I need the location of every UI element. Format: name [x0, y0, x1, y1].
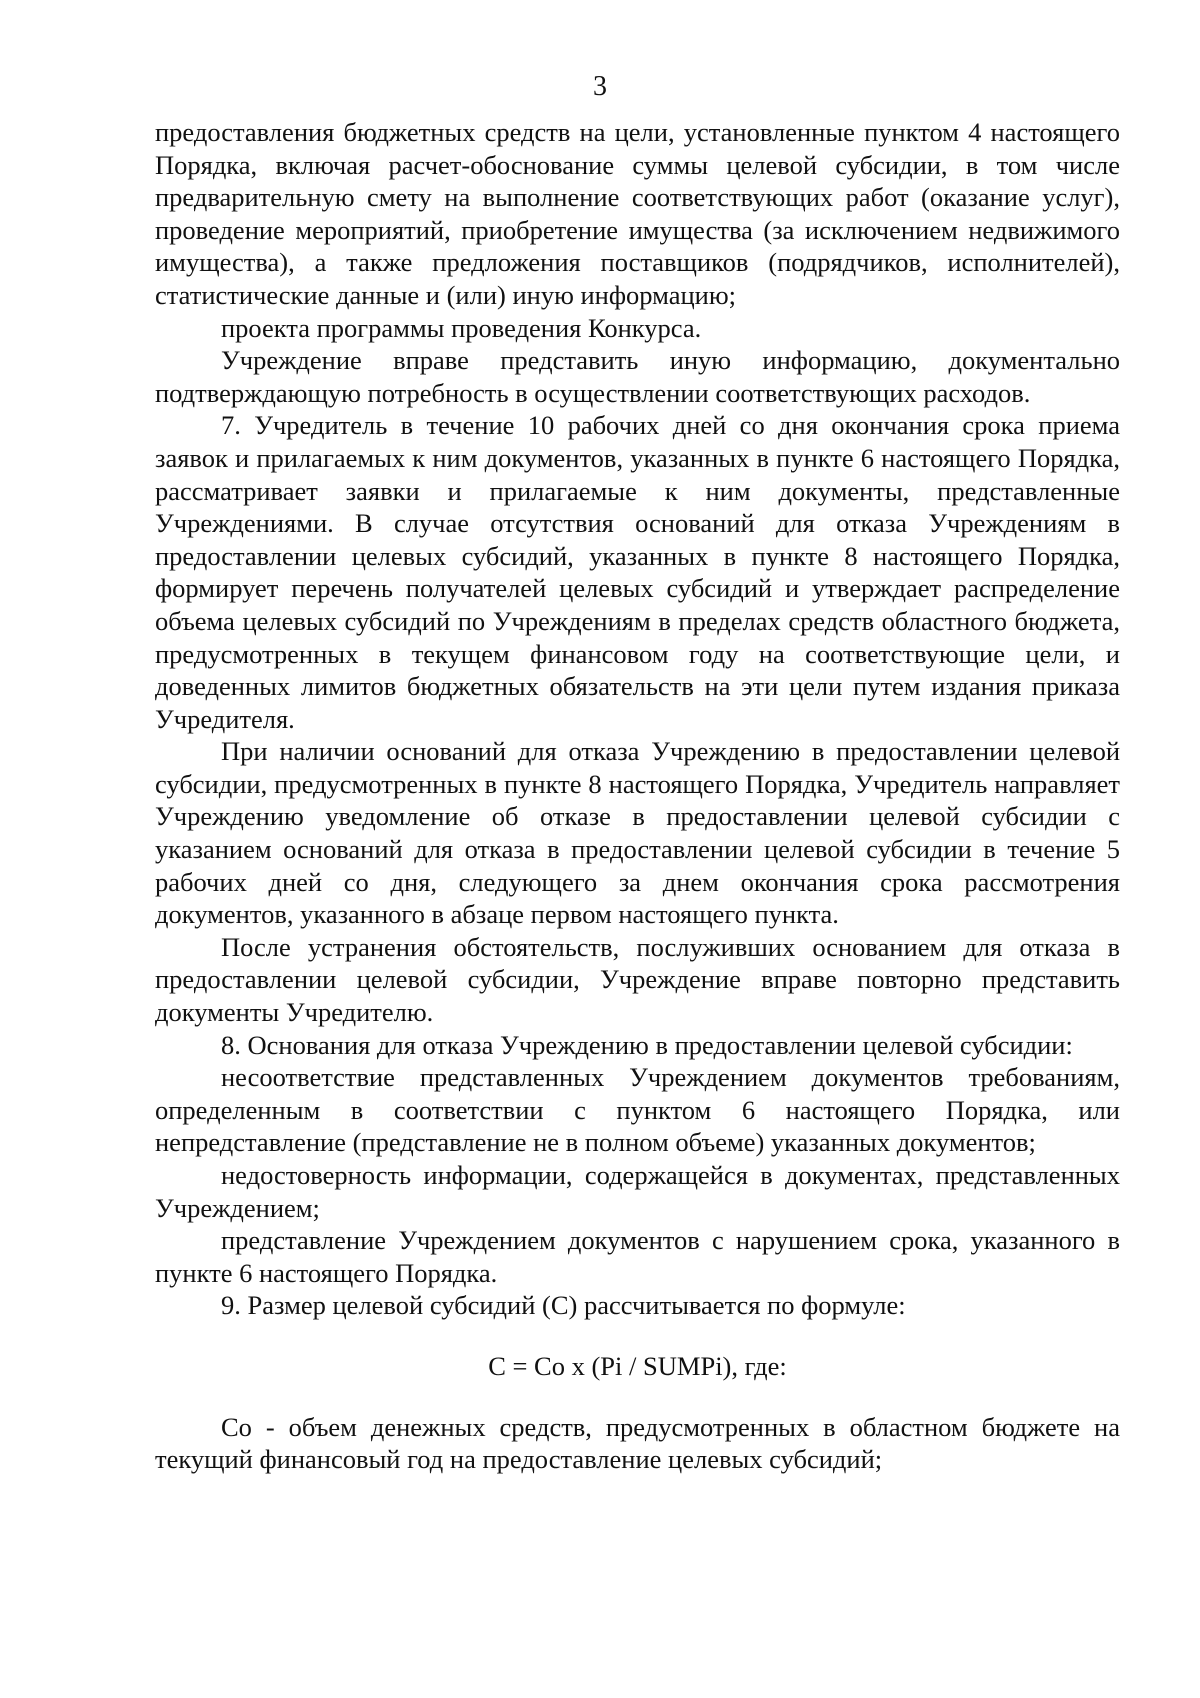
page-number: 3 [593, 71, 607, 102]
paragraph-ground-late: представление Учреждением документов с нарушением срока, указанного в пункте 6 настоящего Порядка. [155, 1225, 1120, 1288]
subsidy-formula: С = Со х (Pi / SUMPi), где: [488, 1350, 787, 1381]
document-body [155, 116, 1120, 1476]
paragraph-clause-9: 9. Размер целевой субсидий (С) рассчитывается по формуле: [221, 1290, 906, 1321]
paragraph-ground-mismatch: несоответствие представленных Учреждением документов требованиям, определенным в соответствии с пунктом 6 настоящего Порядка, или непредставление (представление не в полном объеме) указанных документов; [155, 1062, 1120, 1158]
paragraph-clause-7: 7. Учредитель в течение 10 рабочих дней со дня окончания срока приема заявок и прилагаемых к ним документов, указанных в пункте 6 настоящего Порядка, рассматривает заявки и прилагаемые к ним документы, представленные Учреждениями. В случае отсутствия оснований для отказа Учреждениям в предоставлении целевых субсидий, указанных в пункте 8 настоящего Порядка, формирует перечень получателей целевых субсидий и утверждает распределение объема целевых субсидий по Учреждениям в пределах средств областного бюджета, предусмотренных в текущем финансовом году на соответствующие цели, и доведенных лимитов бюджетных обязательств на эти цели путем издания приказа Учредителя. [155, 410, 1120, 734]
paragraph-other-info: Учреждение вправе представить иную информацию, документально подтверждающую потребность в осуществлении соответствующих расходов. [155, 345, 1120, 408]
paragraph-ground-unreliable: недостоверность информации, содержащейся в документах, представленных Учреждением; [155, 1160, 1120, 1223]
paragraph-resubmission: После устранения обстоятельств, послуживших основанием для отказа в предоставлении целевой субсидии, Учреждение вправе повторно представить документы Учредителю. [155, 931, 1120, 1028]
paragraph-co-definition: Со - объем денежных средств, предусмотренных в областном бюджете на текущий финансовый год на предоставление целевых субсидий; [155, 1411, 1120, 1475]
paragraph-program-project: проекта программы проведения Конкурса. [221, 312, 702, 343]
paragraph-continuation: предоставления бюджетных средств на цели, установленные пунктом 4 настоящего Порядка, включая расчет-обоснование суммы целевой субсидии, в том числе предварительную смету на выполнение соответствующих работ (оказание услуг), проведение мероприятий, приобретение имущества (за исключением недвижимого имущества), а также предложения поставщиков (подрядчиков, исполнителей), статистические данные и (или) иную информацию; [155, 117, 1120, 310]
paragraph-refusal-notice: При наличии оснований для отказа Учреждению в предоставлении целевой субсидии, предусмотренных в пункте 8 настоящего Порядка, Учредитель направляет Учреждению уведомление об отказе в предоставлении целевой субсидии с указанием оснований для отказа в предоставлении целевой субсидии в течение 5 рабочих дней со дня, следующего за днем окончания срока рассмотрения документов, указанного в абзаце первом настоящего пункта. [155, 736, 1120, 930]
paragraph-clause-8: 8. Основания для отказа Учреждению в предоставлении целевой субсидии: [221, 1029, 1073, 1060]
